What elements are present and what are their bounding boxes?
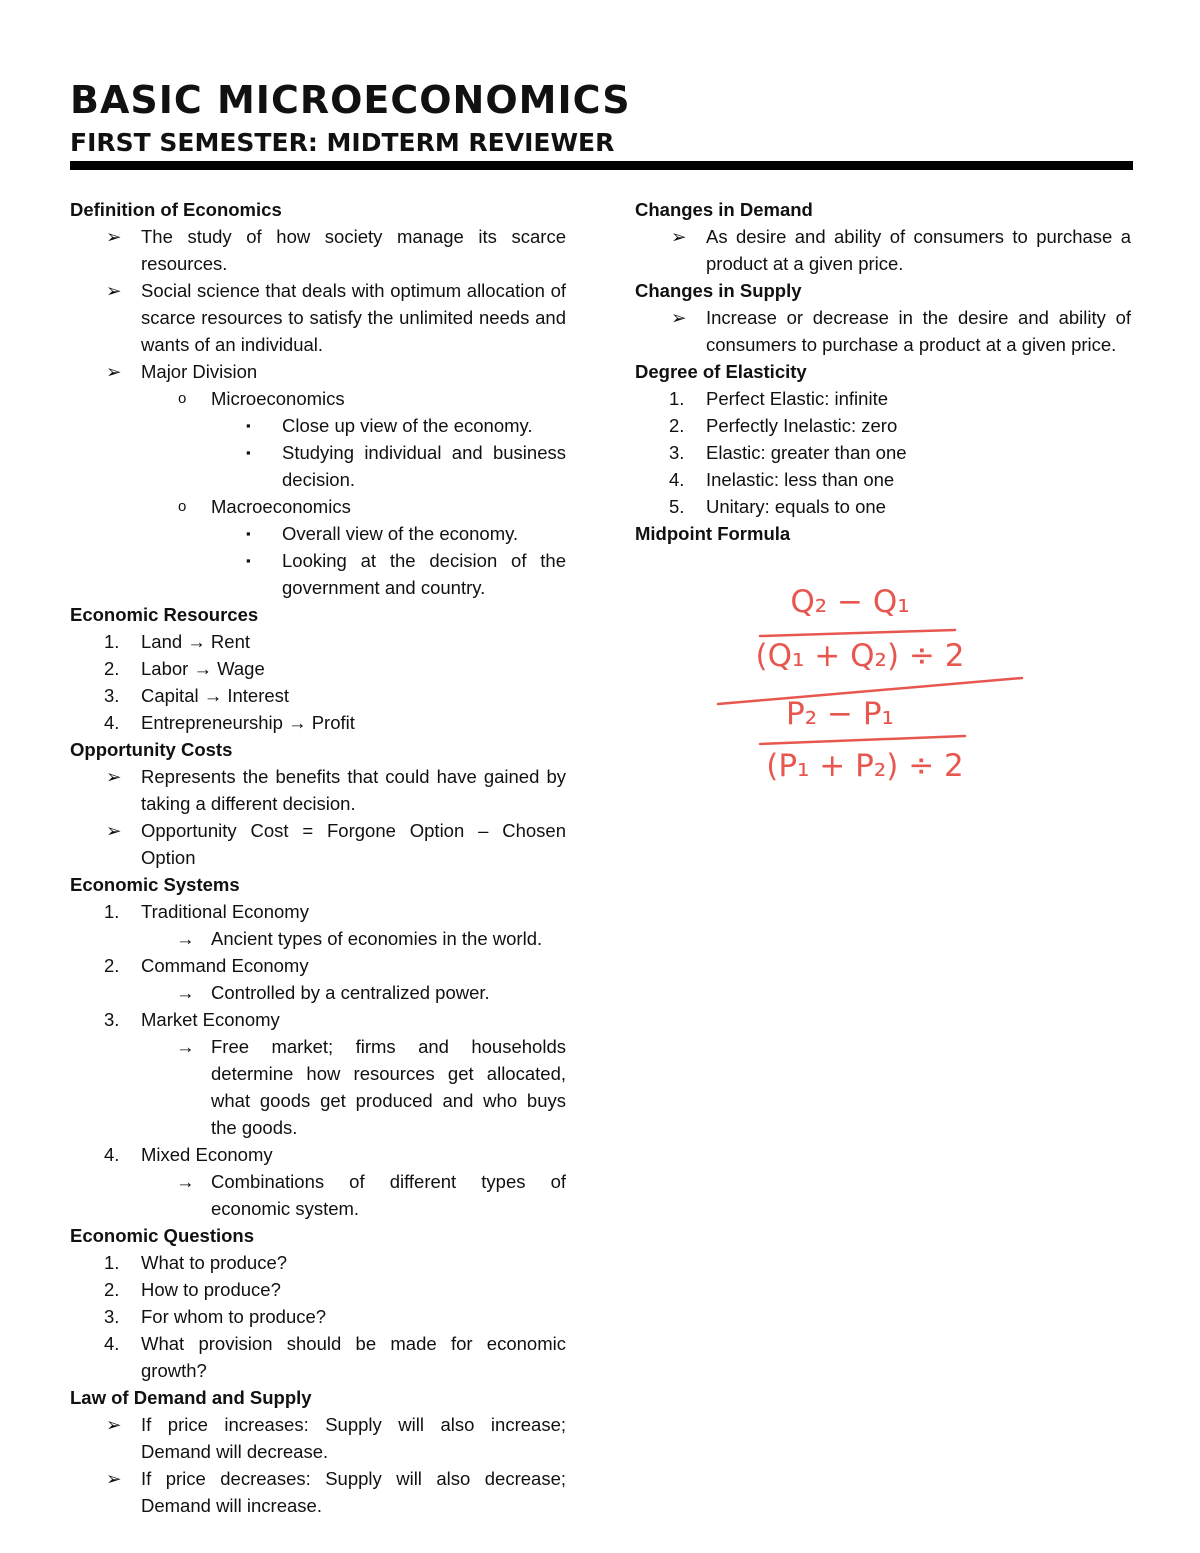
section-heading-systems: Economic Systems: [70, 874, 240, 895]
list-item: o Macroeconomics: [70, 493, 566, 520]
square-bullet-icon: ▪: [246, 418, 251, 433]
list-item: ▪ Close up view of the economy.: [70, 412, 566, 439]
circle-bullet-icon: o: [178, 498, 187, 515]
list-item: 4. Entrepreneurship → Profit: [104, 712, 355, 733]
list-item-note: → Free market; firms and households determine how resources get allocated, what goods get produced and who buys the goods.: [70, 1033, 566, 1141]
arrow-bullet-icon: ➢: [106, 1468, 122, 1489]
square-bullet-icon: ▪: [246, 553, 251, 568]
list-item: 3. Capital → Interest: [104, 685, 290, 706]
formula-p-fraction-bar: [760, 736, 965, 744]
right-arrow-icon: →: [176, 928, 195, 949]
section-heading-demand: Changes in Demand: [635, 199, 813, 220]
right-arrow-icon: →: [176, 1171, 195, 1192]
document-subtitle: FIRST SEMESTER: MIDTERM REVIEWER: [70, 128, 615, 157]
right-arrow-icon: →: [176, 1036, 195, 1057]
arrow-bullet-icon: ➢: [106, 1414, 122, 1435]
section-heading-opportunity: Opportunity Costs: [70, 739, 233, 760]
list-item: 4. Mixed Economy: [104, 1144, 273, 1165]
formula-p-denominator: (P₁ + P₂) ÷ 2: [766, 748, 964, 784]
left-column: [70, 196, 566, 1519]
right-column: [635, 196, 1131, 547]
list-item: 1. Perfect Elastic: infinite: [669, 388, 888, 409]
list-item: 2. Command Economy: [104, 955, 309, 976]
circle-bullet-icon: o: [178, 390, 187, 407]
formula-q-numerator: Q₂ − Q₁: [790, 584, 910, 620]
document-title: BASIC MICROECONOMICS: [70, 78, 631, 122]
list-item: ➢ As desire and ability of consumers to purchase a product at a given price.: [635, 223, 1131, 277]
list-item: ▪ Looking at the decision of the government and country.: [70, 547, 566, 601]
section-heading-questions: Economic Questions: [70, 1225, 255, 1246]
list-item-note: → Ancient types of economies in the world.: [70, 925, 566, 952]
arrow-bullet-icon: ➢: [106, 361, 122, 382]
list-item: 5. Unitary: equals to one: [669, 496, 886, 517]
arrow-bullet-icon: ➢: [106, 226, 122, 247]
square-bullet-icon: ▪: [246, 526, 251, 541]
midpoint-formula: [700, 570, 1040, 800]
list-item: 1. Traditional Economy: [104, 901, 309, 922]
list-item-note: → Combinations of different types of economic system.: [70, 1168, 566, 1222]
list-item: ➢ The study of how society manage its scarce resources.: [70, 223, 566, 277]
list-item: ➢ If price decreases: Supply will also decrease; Demand will increase.: [70, 1465, 566, 1519]
square-bullet-icon: ▪: [246, 445, 251, 460]
list-item-note: → Controlled by a centralized power.: [70, 979, 566, 1006]
list-item: 4. What provision should be made for economic growth?: [104, 1333, 566, 1381]
list-item: 1. What to produce?: [104, 1252, 288, 1273]
list-item: ▪ Studying individual and business decision.: [70, 439, 566, 493]
arrow-bullet-icon: ➢: [106, 280, 122, 301]
list-item: 3. For whom to produce?: [104, 1306, 327, 1327]
arrow-bullet-icon: ➢: [671, 226, 687, 247]
list-item: 2. Labor → Wage: [104, 658, 265, 679]
list-item: 3. Market Economy: [104, 1009, 280, 1030]
list-item: 2. How to produce?: [104, 1279, 281, 1300]
arrow-bullet-icon: ➢: [671, 307, 687, 328]
list-item: 2. Perfectly Inelastic: zero: [669, 415, 898, 436]
section-heading-law: Law of Demand and Supply: [70, 1387, 312, 1408]
section-heading-resources: Economic Resources: [70, 604, 259, 625]
list-item: ➢ Represents the benefits that could have gained by taking a different decision.: [70, 763, 566, 817]
list-item: ➢ Opportunity Cost = Forgone Option – Chosen Option: [70, 817, 566, 871]
list-item: ➢ Increase or decrease in the desire and ability of consumers to purchase a product at a given price.: [635, 304, 1131, 358]
section-heading-midpoint: Midpoint Formula: [635, 523, 791, 544]
formula-p-numerator: P₂ − P₁: [786, 696, 894, 732]
list-item: o Microeconomics: [70, 385, 566, 412]
list-item: ➢ Social science that deals with optimum allocation of scarce resources to satisfy the unlimited needs and wants of an individual.: [70, 277, 566, 358]
arrow-bullet-icon: ➢: [106, 766, 122, 787]
list-item: 3. Elastic: greater than one: [669, 442, 907, 463]
header-rule: [70, 161, 1133, 170]
list-item: ➢ Major Division: [70, 358, 566, 385]
list-item: 1. Land → Rent: [104, 631, 251, 652]
arrow-bullet-icon: ➢: [106, 820, 122, 841]
list-item: ▪ Overall view of the economy.: [70, 520, 566, 547]
section-heading-supply: Changes in Supply: [635, 280, 802, 301]
formula-q-denominator: (Q₁ + Q₂) ÷ 2: [755, 638, 965, 674]
section-heading-elasticity: Degree of Elasticity: [635, 361, 807, 382]
right-arrow-icon: →: [176, 982, 195, 1003]
list-item: ➢ If price increases: Supply will also increase; Demand will decrease.: [70, 1411, 566, 1465]
list-item: 4. Inelastic: less than one: [669, 469, 895, 490]
formula-q-fraction-bar: [760, 630, 955, 636]
section-heading-definition: Definition of Economics: [70, 199, 282, 220]
